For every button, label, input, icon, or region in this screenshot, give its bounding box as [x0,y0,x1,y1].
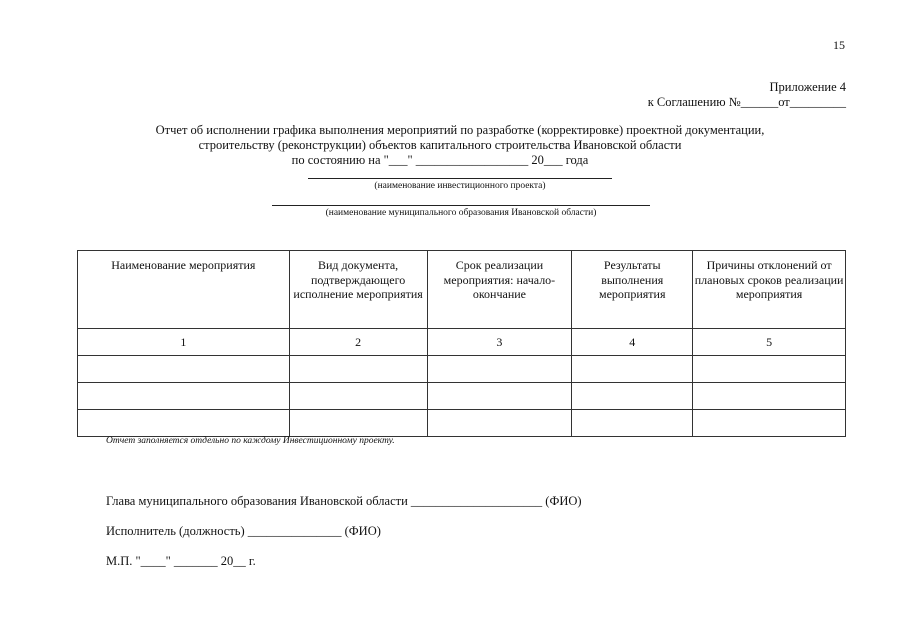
report-title-line-2: строительству (реконструкции) объектов капитального строительства Ивановской области [198,138,682,152]
project-name-caption: (наименование инвестиционного проекта) [374,181,546,191]
page-number: 15 [833,38,845,52]
column-number: 5 [693,329,846,356]
table-cell [572,356,693,383]
table-header-row [78,251,846,329]
table-cell [693,410,846,437]
table-cell [693,383,846,410]
table-row [78,410,846,437]
table-row [78,383,846,410]
appendix-label: Приложение 4 [769,80,846,94]
table-cell [289,410,427,437]
column-number: 2 [289,329,427,356]
header-document-type: Вид документа, подтверждающего исполнение мероприятия [289,251,427,329]
report-title-line-1: Отчет об исполнении графика выполнения мероприятий по разработке (корректировке) проектной документации, [155,123,765,137]
table-note: Отчет заполняется отдельно по каждому Инвестиционному проекту. [106,436,395,446]
table-cell [572,383,693,410]
column-number: 3 [427,329,572,356]
executor-signature-line: Исполнитель (должность) _______________ (ФИО) [106,524,381,538]
municipality-name-caption: (наименование муниципального образования Ивановской области) [325,208,597,218]
header-results: Результаты выполнения мероприятия [572,251,693,329]
table-cell [693,356,846,383]
table-cell [427,410,572,437]
table-cell [289,383,427,410]
table-cell [78,383,290,410]
table-cell [427,356,572,383]
municipality-name-line [272,205,650,206]
project-name-line [308,178,612,179]
column-number: 1 [78,329,290,356]
stamp-date-line: М.П. "____" _______ 20__ г. [106,554,256,568]
table-cell [78,356,290,383]
table-cell [427,383,572,410]
agreement-reference: к Соглашению №______от_________ [647,95,846,109]
report-table [77,250,846,437]
report-date-line: по состоянию на "___" __________________ 20___ года [291,153,589,167]
header-event-name: Наименование мероприятия [78,251,290,329]
table-cell [78,410,290,437]
table-cell [572,410,693,437]
table-number-row [78,329,846,356]
header-implementation-period: Срок реализации мероприятия: начало-окончание [427,251,572,329]
header-deviation-reasons: Причины отклонений от плановых сроков реализации мероприятия [693,251,846,329]
column-number: 4 [572,329,693,356]
table-cell [289,356,427,383]
table-row [78,356,846,383]
head-signature-line: Глава муниципального образования Ивановской области _____________________ (ФИО) [106,494,582,508]
